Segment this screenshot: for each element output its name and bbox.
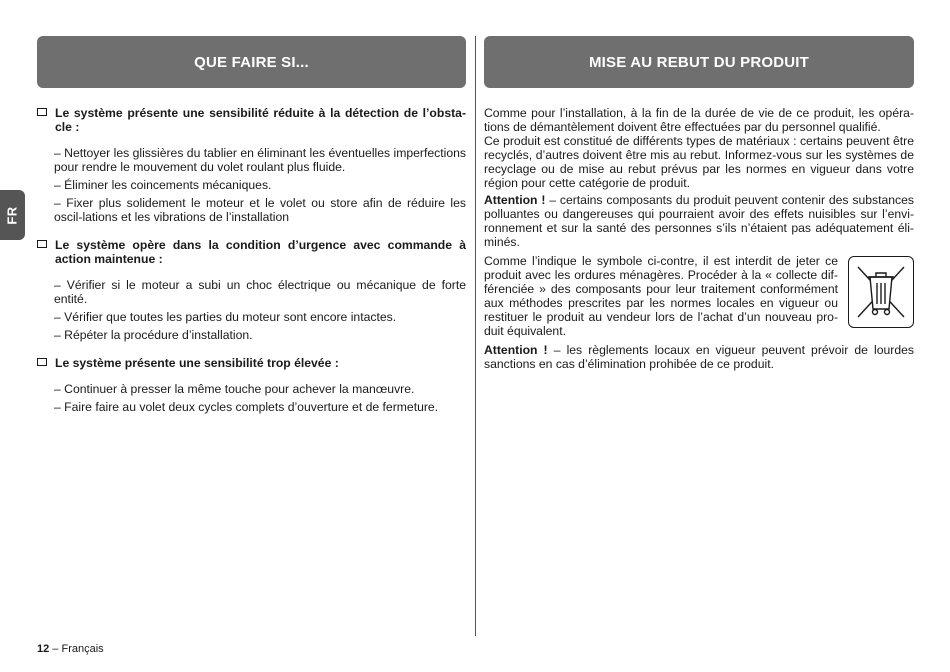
answer-2-2: – Vérifier que toutes les parties du moteur sont encore intactes. — [54, 310, 397, 324]
disposal-paragraph-2: Ce produit est constitué de différents types de matériaux : certains peuvent être recyclés, d’autres doivent être mis au rebut. Informez-vous sur les systèmes de recyclage ou de mise au rebut prévus par les normes en vigueur dans votre région pour cette catégorie de produit. — [484, 134, 914, 190]
disposal-paragraph-3 — [484, 193, 914, 249]
question-3-text: Le système présente une sensibilité trop élevée : — [55, 356, 339, 370]
troubleshooting-column — [37, 106, 466, 414]
answer-1-3: – Fixer plus solidement le moteur et le volet ou store afin de réduire les oscil-lations et les vibrations de l’installation — [54, 196, 466, 224]
checkbox-icon — [37, 108, 47, 116]
disposal-column — [484, 106, 914, 371]
question-1-text: Le système présente une sensibilité réduite à la détection de l’obsta-cle : — [55, 106, 466, 134]
disposal-paragraph-1: Comme pour l’installation, à la fin de la durée de vie de ce produit, les opéra-tions de démantèlement doivent être effectuées par du personnel qualifié. — [484, 106, 914, 134]
disposal-paragraph-3-text: – certains composants du produit peuvent contenir des substances polluantes ou dangereuses qui pourraient avoir des effets nuisibles sur l’envi-ronnement et sur la santé des personnes s’ils n’étaient pas adéquatement éli-minés. — [484, 193, 914, 249]
page-number: 12 — [37, 643, 50, 655]
answer-3-2: – Faire faire au volet deux cycles complets d’ouverture et de fermeture. — [54, 400, 439, 414]
question-1 — [37, 106, 466, 134]
language-tab — [0, 190, 25, 240]
answer-2-3: – Répéter la procédure d’installation. — [54, 328, 253, 342]
footer-language: – Français — [49, 643, 104, 655]
column-divider — [475, 36, 476, 636]
question-2-text: Le système opère dans la condition d’urgence avec commande à action maintenue : — [55, 238, 466, 266]
answer-2-1: – Vérifier si le moteur a subi un choc électrique ou mécanique de forte entité. — [54, 278, 466, 306]
answer-3-1: – Continuer à presser la même touche pour achever la manœuvre. — [54, 382, 415, 396]
checkbox-icon — [37, 358, 47, 366]
page-footer — [37, 643, 104, 655]
question-2 — [37, 238, 466, 266]
question-3 — [37, 356, 466, 370]
checkbox-icon — [37, 240, 47, 248]
language-tab-label: FR — [5, 205, 20, 225]
section-title-disposal: MISE AU REBUT DU PRODUIT — [484, 36, 914, 88]
disposal-paragraph-5-text: – les règlements locaux en vigueur peuvent prévoir de lourdes sanctions en cas d’élimination prohibée de ce produit. — [484, 343, 915, 371]
disposal-paragraph-4-block — [484, 254, 914, 338]
answer-1-2: – Éliminer les coincements mécaniques. — [54, 178, 272, 192]
disposal-paragraph-5 — [484, 343, 914, 371]
disposal-paragraph-4: Comme l’indique le symbole ci-contre, il est interdit de jeter ce produit avec les ordures ménagères. Procéder à la « collecte dif-férenciée » des composants pour leur traitement conformément aux méthodes prescrites par les normes locales en vigueur ou restituer le produit au vendeur lors de l’achat d’un nouveau pro-duit équivalent. — [484, 254, 838, 338]
attention-label: Attention ! — [484, 343, 548, 357]
attention-label: Attention ! — [484, 193, 546, 207]
section-title-troubleshooting: QUE FAIRE SI... — [37, 36, 466, 88]
crossed-out-wheelie-bin-icon — [848, 256, 914, 328]
answer-1-1: – Nettoyer les glissières du tablier en éliminant les éventuelles imperfections pour rendre le mouvement du volet roulant plus fluide. — [54, 146, 466, 174]
